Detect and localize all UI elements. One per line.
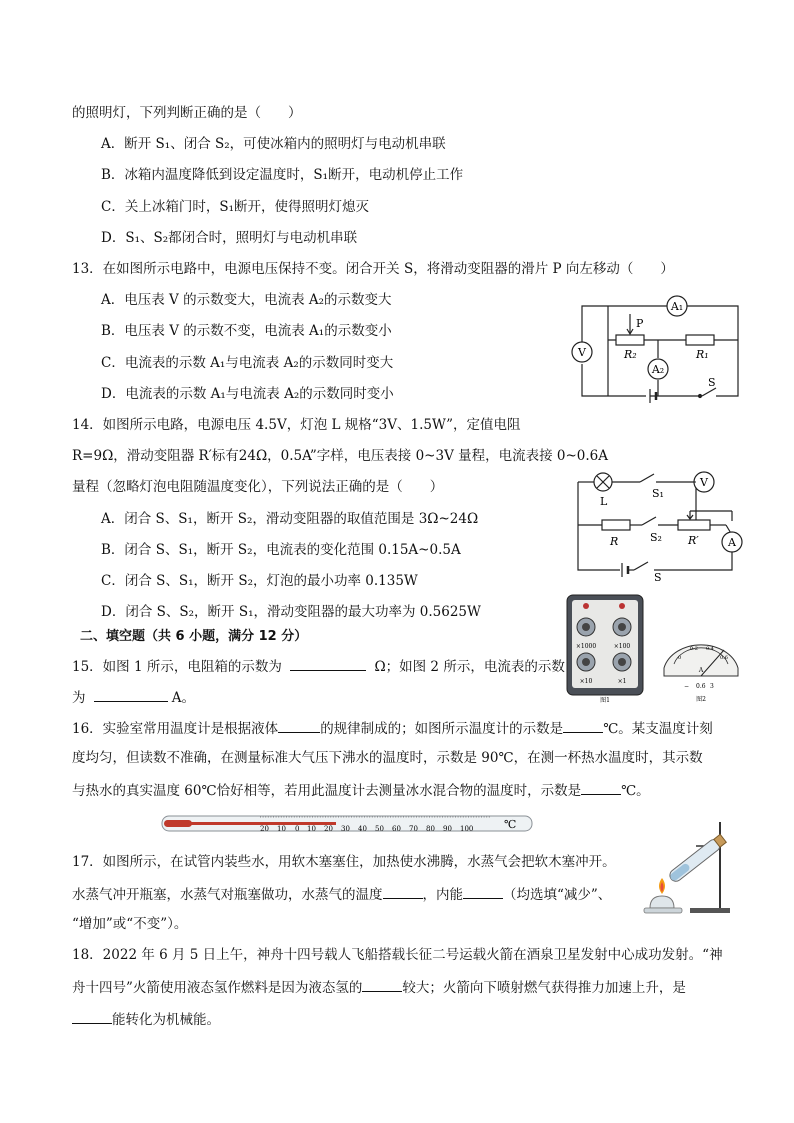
q18-blank-energy[interactable]: [72, 1009, 112, 1024]
q15-terminal-minus: −: [684, 683, 690, 690]
q15-terminal-3: 3: [710, 683, 714, 690]
q15-text-a: 15．如图 1 所示，电阻箱的示数为: [72, 659, 282, 675]
q13-switch-label: S: [708, 376, 716, 389]
q12-option-a: A．断开 S₁、闭合 S₂，可使冰箱内的照明灯与电动机串联: [101, 136, 446, 152]
q16-text-d: 与热水的真实温度 60℃恰好相等，若用此温度计去测量冰水混合物的温度时，示数是: [72, 783, 582, 799]
q15-line1: [72, 656, 565, 676]
q17-text-c: （均选填“减少”、: [503, 887, 612, 903]
q17-line2: [72, 884, 611, 904]
q16-text-c: ℃。某支温度计刻: [603, 721, 713, 737]
q16-line1: [72, 718, 713, 738]
q13-option-b: B．电压表 V 的示数不变，电流表 A₁的示数变小: [101, 323, 392, 339]
q12-option-c: C．关上冰箱门时，S₁断开，使得照明灯熄灭: [101, 199, 369, 215]
q15-fig2-caption: 图2: [696, 696, 706, 703]
q18-text-a: 舟十四号”火箭使用液态氢作燃料是因为液态氢的: [72, 980, 363, 996]
q14-switch-label: S: [654, 571, 662, 583]
q17-text-a: 水蒸气冲开瓶塞，水蒸气对瓶塞做功，水蒸气的温度: [72, 887, 383, 903]
q14-ammeter-label: A: [728, 536, 736, 549]
q14-option-b: B．闭合 S、S₁，断开 S₂，电流表的变化范围 0.15A~0.5A: [101, 542, 461, 558]
q16-text-b: 的规律制成的；如图所示温度计的示数是: [320, 721, 564, 737]
q16-scale-3: 10: [307, 825, 316, 833]
q16-scale-4: 20: [324, 825, 333, 833]
q16-scale-10: 80: [426, 825, 435, 833]
q14-r-label: R: [610, 535, 619, 548]
q14-stem-line2: R=9Ω，滑动变阻器 R′标有24Ω，0.5A”字样，电压表接 0~3V 量程，电流表接 0~0.6A: [72, 448, 609, 464]
q15-blank-resistance[interactable]: [290, 656, 366, 671]
q15-dial-label-1000: ×1000: [575, 643, 597, 650]
q18-line1: 18．2022 年 6 月 5 日上午，神舟十四号载人飞船搭载长征二号运载火箭在酒泉卫星发射中心成功发射。“神: [72, 947, 723, 963]
q15-dial-label-10: ×10: [579, 678, 593, 685]
q13-ammeter-a2-label: A₂: [651, 363, 665, 376]
q16-blank-principle[interactable]: [278, 718, 320, 733]
q15-blank-current[interactable]: [94, 687, 168, 702]
q16-line2: 度均匀，但读数不准确，在测量标准大气压下沸水的温度时，示数是 90℃，在测一杯热水温度时，其示数: [72, 750, 703, 766]
q18-line2: [72, 977, 686, 997]
q13-r1-label: R₁: [696, 348, 709, 361]
q16-blank-reading[interactable]: [563, 718, 603, 733]
q15-ammeter-unit: A: [698, 667, 704, 674]
q15-dial-label-100: ×100: [613, 643, 631, 650]
q14-rp-label: R′: [688, 534, 699, 547]
q14-option-c: C．闭合 S、S₁，断开 S₂，灯泡的最小功率 0.135W: [101, 573, 418, 589]
q16-text-e: ℃。: [621, 783, 650, 799]
q17-line3: “增加”或“不变”）。: [72, 916, 188, 932]
q18-text-b: 较大；火箭向下喷射燃气获得推力加速上升，是: [402, 980, 686, 996]
q18-text-c: 能转化为机械能。: [112, 1012, 220, 1028]
q16-scale-8: 60: [392, 825, 401, 833]
q17-test-tube-apparatus: [636, 818, 732, 918]
q13-r2-label: R₂: [624, 348, 637, 361]
q13-slider-label: P: [636, 317, 644, 330]
q13-stem: 13．在如图所示电路中，电源电压保持不变。闭合开关 S，将滑动变阻器的滑片 P 向左移动（ ）: [72, 261, 674, 277]
q18-line3: [72, 1009, 220, 1029]
q13-voltmeter-label: V: [578, 346, 586, 359]
q12-option-b: B．冰箱内温度降低到设定温度时，S₁断开，电动机停止工作: [101, 167, 464, 183]
section-title: 二、填空题（共 6 小题，满分 12 分）: [80, 629, 308, 644]
q14-option-a: A．闭合 S、S₁，断开 S₂，滑动变阻器的取值范围是 3Ω~24Ω: [101, 511, 479, 527]
q14-s1-label: S₁: [652, 487, 664, 500]
q15-line2: [72, 687, 195, 707]
q14-circuit-diagram: [570, 465, 750, 583]
q15-text-d: A。: [171, 690, 196, 706]
q12-stem-tail: 的照明灯，下列判断正确的是（ ）: [72, 105, 302, 121]
q15-ammeter-tick-1: 0.2: [690, 646, 698, 652]
q16-scale-1: 10: [277, 825, 286, 833]
q15-text-b: Ω；如图 2 所示，电流表的示数: [374, 659, 565, 675]
q16-scale-9: 70: [409, 825, 418, 833]
q17-blank-temperature[interactable]: [383, 884, 423, 899]
q16-scale-7: 50: [375, 825, 384, 833]
q17-text-b: ，内能: [422, 887, 463, 903]
q14-stem-line3: 量程（忽略灯泡电阻随温度变化），下列说法正确的是（ ）: [72, 479, 444, 495]
q13-ammeter-a1-label: A₁: [670, 300, 684, 313]
q15-fig1-caption: 图1: [600, 697, 610, 704]
q16-blank-ice[interactable]: [581, 780, 621, 795]
q14-s2-label: S₂: [650, 531, 662, 544]
q15-ammeter-tick-0: 0: [678, 655, 682, 661]
q15-dial-label-1: ×1: [617, 678, 627, 685]
q16-text-a: 16．实验室常用温度计是根据液体: [72, 721, 279, 737]
q16-scale-12: 100: [460, 825, 474, 833]
q17-blank-energy[interactable]: [463, 884, 503, 899]
q16-scale-6: 40: [358, 825, 367, 833]
q15-ammeter-tick-3: 0.6: [720, 655, 728, 661]
q16-scale-5: 30: [341, 825, 350, 833]
q12-option-d: D．S₁、S₂都闭合时，照明灯与电动机串联: [101, 230, 358, 246]
q15-ammeter: [660, 632, 742, 704]
q15-terminal-06: 0.6: [696, 683, 706, 690]
q13-option-d: D．电流表的示数 A₁与电流表 A₂的示数同时变小: [101, 386, 394, 402]
q13-option-c: C．电流表的示数 A₁与电流表 A₂的示数同时变大: [101, 355, 394, 371]
q16-scale-11: 90: [443, 825, 452, 833]
q15-ammeter-tick-2: 0.4: [706, 646, 714, 652]
q13-circuit-diagram: [566, 294, 744, 406]
q14-voltmeter-label: V: [700, 476, 708, 489]
q16-scale-2: 0: [295, 825, 300, 833]
q15-resistance-box: [566, 594, 646, 704]
q18-blank-property[interactable]: [362, 977, 402, 992]
q14-lamp-label: L: [600, 495, 608, 508]
q16-line3: [72, 780, 650, 800]
q16-thermometer: [160, 812, 536, 836]
q14-option-d: D．闭合 S、S₂，断开 S₁，滑动变阻器的最大功率为 0.5625W: [101, 604, 481, 620]
q16-scale-0: 20: [260, 825, 269, 833]
q16-thermometer-unit: ℃: [504, 818, 517, 831]
q15-text-c: 为: [72, 690, 86, 706]
q14-stem-line1: 14．如图所示电路，电源电压 4.5V，灯泡 L 规格“3V、1.5W”，定值电阻: [72, 417, 521, 433]
q17-line1: 17．如图所示，在试管内装些水，用软木塞塞住，加热使水沸腾，水蒸气会把软木塞冲开。: [72, 854, 616, 870]
q13-option-a: A．电压表 V 的示数变大，电流表 A₂的示数变大: [101, 292, 392, 308]
